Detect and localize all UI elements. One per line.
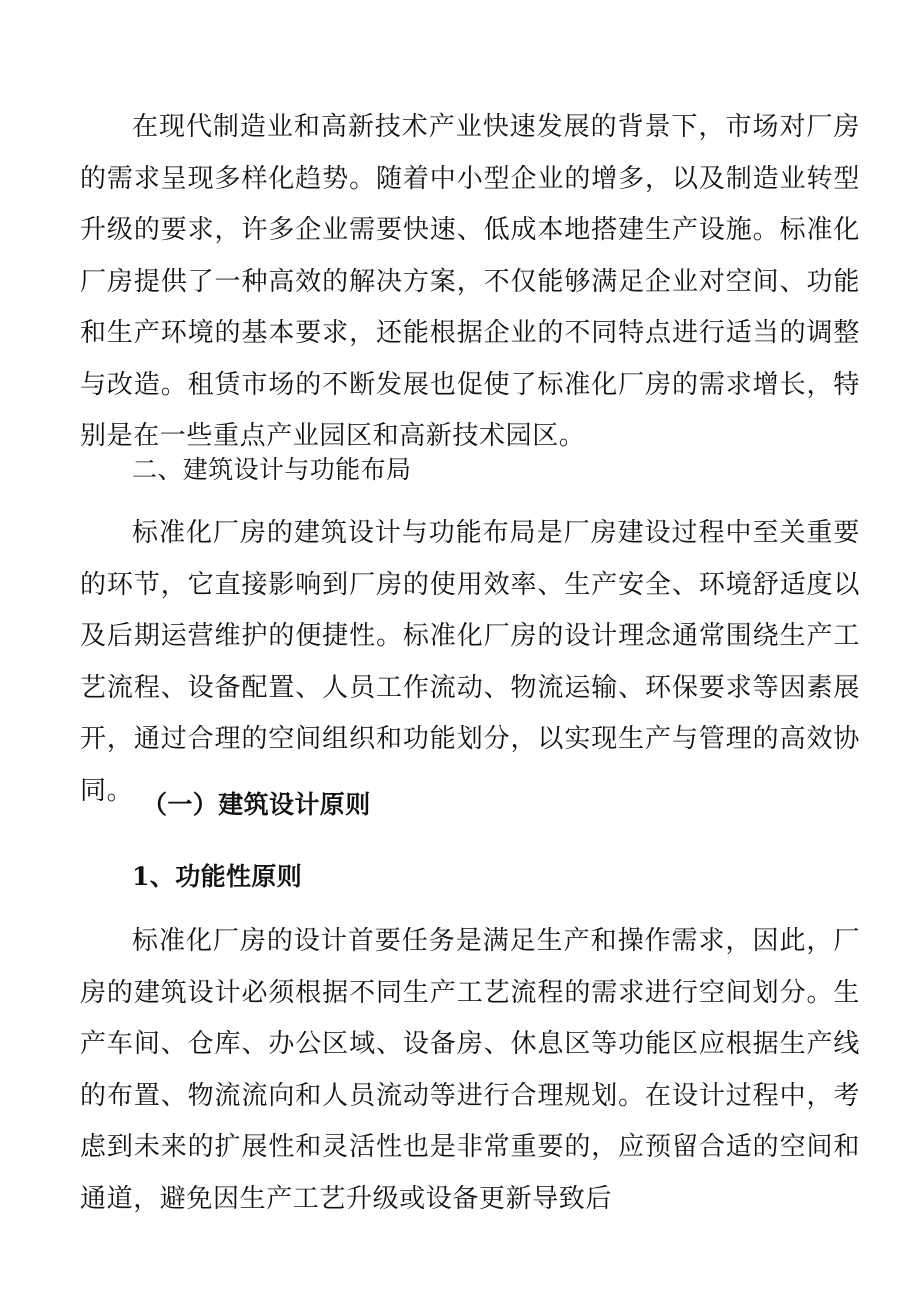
body-paragraph-market-demand: 在现代制造业和高新技术产业快速发展的背景下，市场对厂房的需求呈现多样化趋势。随着中小型企业的增多，以及制造业转型升级的要求，许多企业需要快速、低成本地搭建生产设施。标准化厂房提供了一种高效的解决方案，不仅能够满足企业对空间、功能和生产环境的基本要求，还能根据企业的不同特点进行适当的调整与改造。租赁市场的不断发展也促使了标准化厂房的需求增长，特别是在一些重点产业园区和高新技术园区。: [80, 112, 860, 451]
body-paragraph-design-layout: 标准化厂房的建筑设计与功能布局是厂房建设过程中至关重要的环节，它直接影响到厂房的使用效率、生产安全、环境舒适度以及后期运营维护的便捷性。标准化厂房的设计理念通常围绕生产工艺流程、设备配置、人员工作流动、物流运输、环保要求等因素展开，通过合理的空间组织和功能划分，以实现生产与管理的高效协同。: [80, 518, 860, 806]
section-heading: 二、建筑设计与功能布局: [132, 455, 412, 484]
body-paragraph-functionality: 标准化厂房的设计首要任务是满足生产和操作需求，因此，厂房的建筑设计必须根据不同生产工艺流程的需求进行空间划分。生产车间、仓库、办公区域、设备房、休息区等功能区应根据生产线的布置、物流流向和人员流动等进行合理规划。在设计过程中，考虑到未来的扩展性和灵活性也是非常重要的，应预留合适的空间和通道，避免因生产工艺升级或设备更新导致后: [80, 926, 860, 1214]
subsection-heading: （一）建筑设计原则: [142, 790, 371, 819]
item-heading: 1、功能性原则: [132, 862, 303, 891]
